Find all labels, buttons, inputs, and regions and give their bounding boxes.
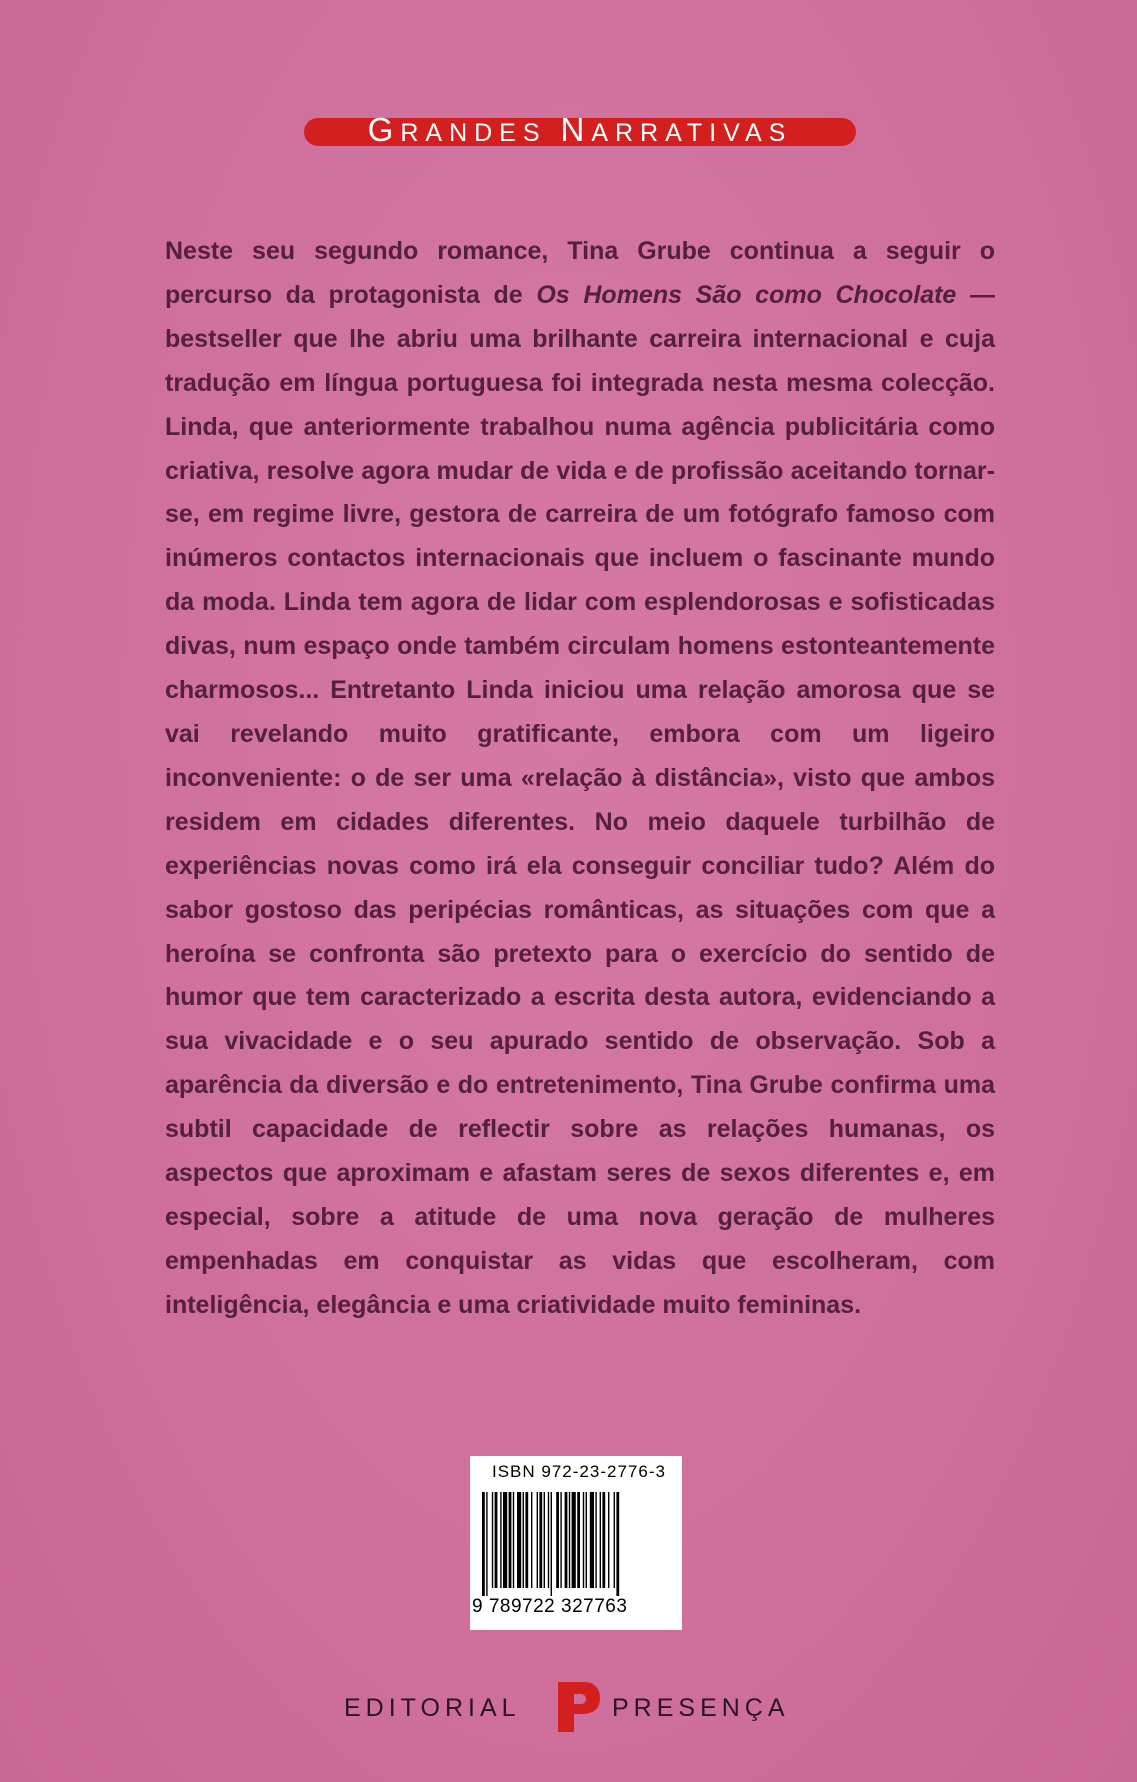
barcode-bar bbox=[544, 1492, 545, 1588]
barcode-bar bbox=[513, 1492, 514, 1588]
barcode-digits: 9 789722 327763 bbox=[472, 1596, 628, 1617]
isbn-label: ISBN 972-23-2776-3 bbox=[492, 1462, 666, 1481]
barcode-bar bbox=[509, 1492, 512, 1588]
blurb-book-title: Os Homens São como Chocolate bbox=[536, 280, 957, 309]
publisher-p-icon bbox=[554, 1678, 604, 1736]
barcode-bar bbox=[572, 1492, 576, 1588]
barcode-bar bbox=[539, 1492, 542, 1588]
barcode-bar bbox=[569, 1492, 570, 1588]
series-title bbox=[304, 110, 856, 150]
barcode-bar bbox=[565, 1492, 568, 1588]
publisher-name-right: PRESENÇA bbox=[612, 1694, 790, 1722]
publisher-name-left: EDITORIAL bbox=[344, 1694, 521, 1722]
barcode bbox=[470, 1456, 682, 1630]
barcode-bar bbox=[583, 1492, 584, 1588]
barcode-bar bbox=[602, 1492, 605, 1588]
barcode-bar bbox=[537, 1492, 538, 1588]
blurb-part-2: — bestseller que lhe abriu uma brilhante carreira internacional e cuja tradução em língua portuguesa foi integrada nesta mesma colecção. Linda, que anteriormente trabalhou numa agência publicitária como criativa, resolve agora mudar de vida e de profissão aceitando tornar-se, em regime livre, gestora de carreira de um fotógrafo famoso com inúmeros contactos internacionais que incluem o fascinante mundo da moda. Linda tem agora de lidar com esplendorosas e sofisticadas divas, num espaço onde também circulam homens estonteantemente charmosos... Entretanto Linda iniciou uma relação amorosa que se vai revelando muito gratificante, embora com um ligeiro inconveniente: o de ser uma «relação à distância», visto que ambos residem em cidades diferentes. No meio daquele turbilhão de experiências novas como irá ela conseguir conciliar tudo? Além do sabor gostoso das peripécias românticas, as situações com que a heroína se confronta são pretexto para o exercício do sentido de humor que tem caracterizado a escrita desta autora, evidenciando a sua vivacidade e o seu apurado sentido de observação. Sob a aparência da diversão e do entretenimento, Tina Grube confirma uma subtil capacidade de reflectir sobre as relações humanas, os aspectos que aproximam e afastam seres de sexos diferentes e, em especial, sobre a atitude de uma nova geração de mulheres empenhadas em conquistar as vidas que escolheram, com inteligência, elegância e uma criatividade muito femininas. bbox=[165, 280, 995, 1319]
barcode-bar bbox=[486, 1492, 487, 1596]
barcode-bar bbox=[500, 1492, 501, 1588]
barcode-bars bbox=[482, 1492, 672, 1596]
blurb-part-1: Neste seu segundo romance, Tina Grube continua a seguir o percurso da protagonista de bbox=[165, 237, 995, 309]
barcode-bar bbox=[495, 1492, 498, 1588]
barcode-bar bbox=[523, 1492, 524, 1588]
barcode-bar bbox=[600, 1492, 601, 1588]
barcode-bar bbox=[614, 1492, 615, 1588]
barcode-bar bbox=[590, 1492, 594, 1588]
barcode-bar bbox=[556, 1492, 559, 1588]
barcode-bar bbox=[548, 1492, 549, 1588]
publisher-logo bbox=[340, 1678, 820, 1738]
series-title-initial-1: G bbox=[367, 111, 401, 148]
barcode-bar bbox=[525, 1492, 528, 1588]
barcode-bar bbox=[482, 1492, 485, 1596]
barcode-bar bbox=[616, 1492, 619, 1596]
series-title-word-2: ARRATIVAS bbox=[591, 119, 793, 147]
barcode-bar bbox=[517, 1492, 521, 1588]
barcode-bar bbox=[531, 1492, 532, 1588]
series-title-word-1: RANDES bbox=[400, 119, 547, 147]
barcode-bar bbox=[586, 1492, 587, 1588]
blurb-text bbox=[165, 230, 995, 1328]
barcode-bar bbox=[551, 1492, 552, 1596]
barcode-bar bbox=[595, 1492, 596, 1588]
barcode-bar bbox=[560, 1492, 561, 1588]
barcode-bar bbox=[608, 1492, 609, 1588]
barcode-bar bbox=[577, 1492, 580, 1588]
barcode-bar bbox=[503, 1492, 507, 1588]
barcode-bar bbox=[492, 1492, 493, 1588]
series-title-initial-2: N bbox=[560, 111, 592, 148]
